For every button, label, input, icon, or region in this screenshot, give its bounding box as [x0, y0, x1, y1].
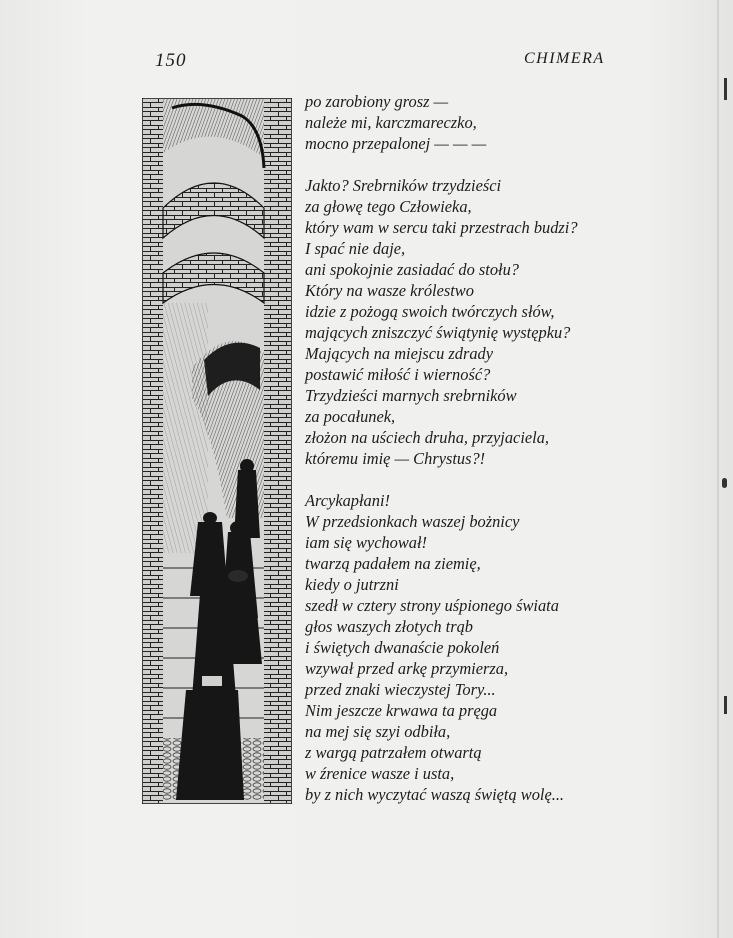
page-edge	[717, 0, 719, 938]
poem-line: Mających na miejscu zdrady	[305, 344, 493, 363]
poem-line: złożon na uściech druha, przyjaciela,	[305, 428, 550, 447]
poem-line: Arcykapłani!	[305, 491, 390, 510]
poem-line: kiedy o jutrzni	[305, 575, 399, 594]
page-edge-mark	[724, 696, 727, 714]
page-number: 150	[155, 50, 187, 71]
poem-line: na mej się szyi odbiła,	[305, 722, 451, 741]
stanza	[305, 490, 705, 805]
running-head: CHIMERA	[524, 50, 605, 67]
poem-line: by z nich wyczytać waszą świętą wolę...	[305, 785, 565, 804]
poem-line: wzywał przed arkę przymierza,	[305, 659, 509, 678]
poem-line: mających zniszczyć świątynię występku?	[305, 323, 571, 342]
page-edge-mark	[722, 478, 727, 488]
poem-line: w źrenice wasze i usta,	[305, 764, 455, 783]
poem-line: któremu imię — Chrystus?!	[305, 449, 486, 468]
poem-line: po zarobiony grosz —	[305, 92, 449, 111]
poem-line: szedł w cztery strony uśpionego świata	[305, 596, 559, 615]
poem-line: postawić miłość i wierność?	[305, 365, 491, 384]
poem-line: za głowę tego Człowieka,	[305, 197, 472, 216]
stanza	[305, 175, 705, 469]
poem-line: Jakto? Srebrników trzydzieści	[305, 176, 502, 195]
poem-line: za pocałunek,	[305, 407, 396, 426]
poem-line: mocno przepalonej — — —	[305, 134, 487, 153]
woodcut-illustration	[142, 98, 292, 804]
poem-line: idzie z pożogą swoich twórczych słów,	[305, 302, 555, 321]
poem-line: i świętych dwanaście pokoleń	[305, 638, 500, 657]
poem-line: twarzą padałem na ziemię,	[305, 554, 481, 573]
poem-line: Trzydzieści marnych srebrników	[305, 386, 517, 405]
poem-line: który wam w sercu taki przestrach budzi?	[305, 218, 578, 237]
poem-line: z wargą patrzałem otwartą	[305, 743, 482, 762]
poem-line: Nim jeszcze krwawa ta pręga	[305, 701, 498, 720]
poem-line: I spać nie daje,	[305, 239, 406, 258]
poem-line: iam się wychował!	[305, 533, 428, 552]
poem-line: Który na wasze królestwo	[305, 281, 474, 300]
poem-line: ani spokojnie zasiadać do stołu?	[305, 260, 519, 279]
poem-line: należe mi, karczmareczko,	[305, 113, 477, 132]
page-edge-mark	[724, 78, 727, 100]
stanza	[305, 91, 705, 154]
poem-line: głos waszych złotych trąb	[305, 617, 473, 636]
poem-text	[305, 91, 705, 805]
poem-line: W przedsionkach waszej bożnicy	[305, 512, 520, 531]
poem-line: przed znaki wieczystej Tory...	[305, 680, 496, 699]
